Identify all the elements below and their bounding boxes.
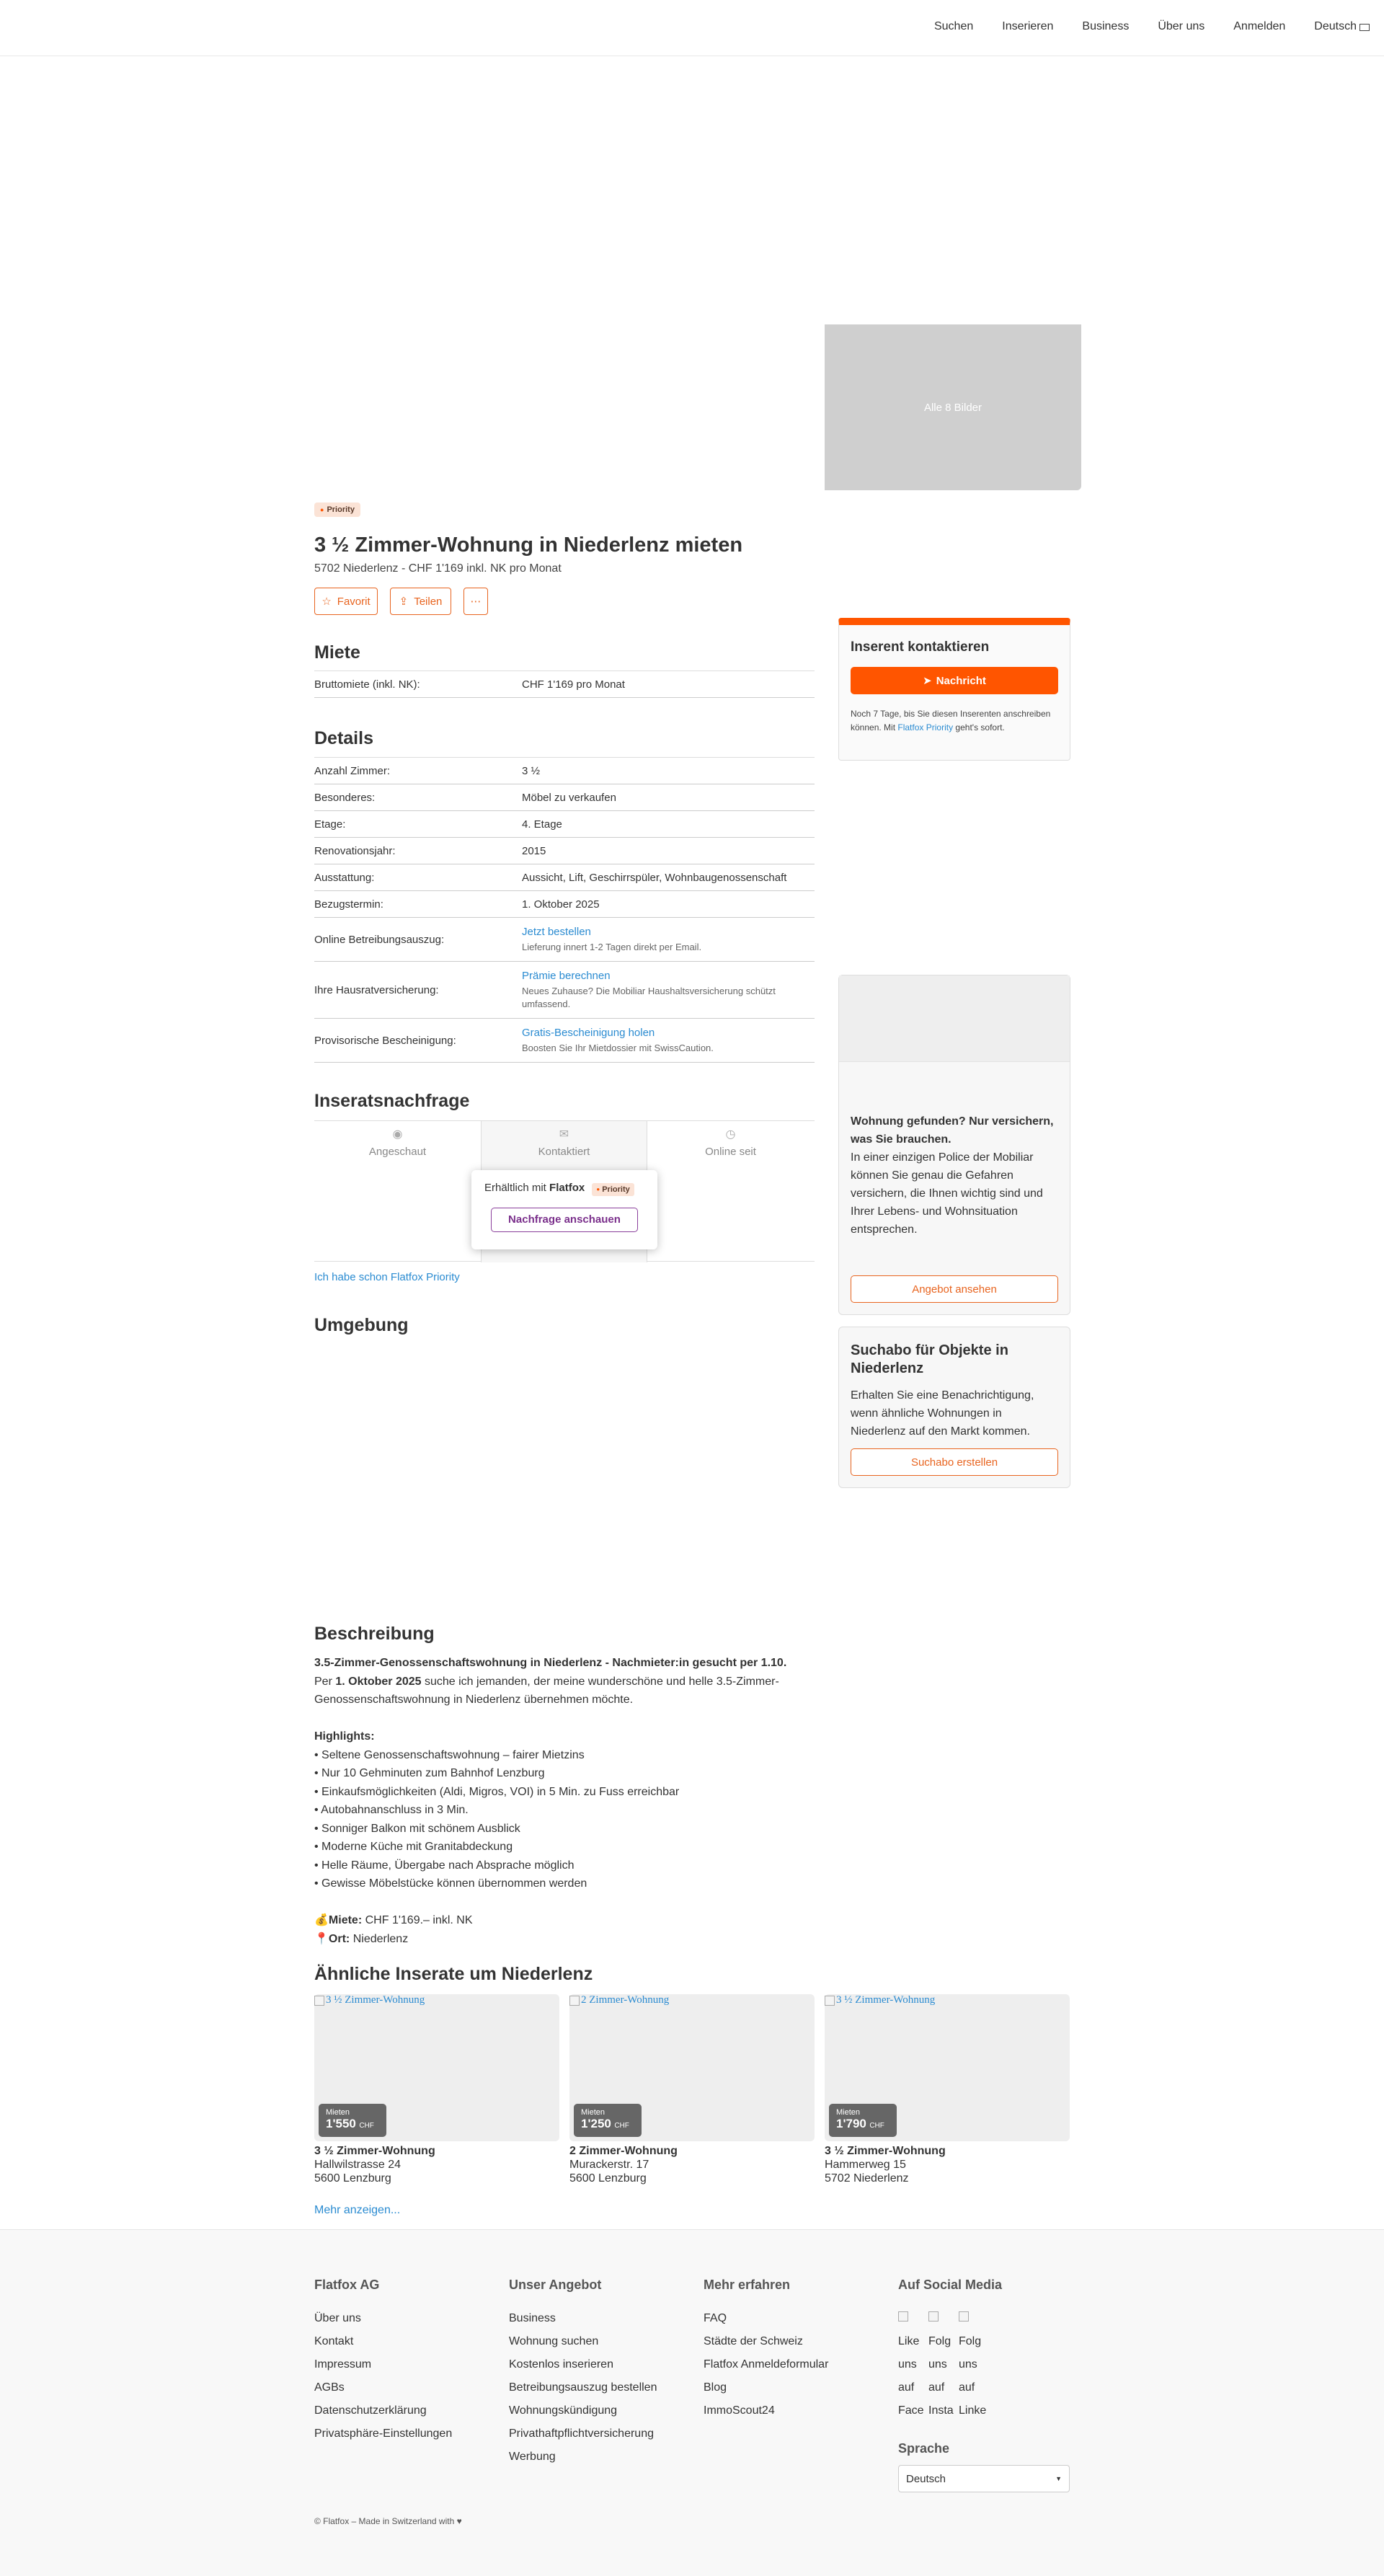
list-item: • Autobahnanschluss in 3 Min.	[314, 1804, 469, 1816]
nachfrage-heading: Inseratsnachfrage	[314, 1091, 470, 1111]
list-item: • Gewisse Möbelstücke können übernommen werden	[314, 1877, 587, 1890]
insurance-image	[839, 975, 1070, 1062]
table-row-hausrat: Ihre Hausratversicherung: Prämie berechnen Neues Zuhause? Die Mobiliar Haushaltsversicherung schützt umfassend.	[314, 962, 815, 1019]
contact-note: Noch 7 Tage, bis Sie diesen Inserenten anschreiben können. Mit Flatfox Priority geht's sofort.	[851, 709, 1051, 732]
priority-badge-small: ● Priority	[592, 1183, 634, 1196]
list-item: • Seltene Genossenschaftswohnung – fairer Mietzins	[314, 1748, 585, 1761]
insurance-text: In einer einzigen Police der Mobiliar können Sie genau die Gefahren versichern, die Ihnen wichtig sind und Ihrer Lebens- und Wohnsituation entsprechen.	[851, 1151, 1043, 1236]
list-item: • Einkaufsmöglichkeiten (Aldi, Migros, VOI) in 5 Min. zu Fuss erreichbar	[314, 1785, 680, 1798]
table-row: Bezugstermin: 1. Oktober 2025	[314, 891, 815, 918]
language-switcher[interactable]	[1314, 20, 1370, 33]
footer-link[interactable]: Impressum	[314, 2358, 372, 2371]
listing-subtitle: 5702 Niederlenz - CHF 1'169 inkl. NK pro Monat	[314, 562, 562, 575]
facebook-icon	[898, 2311, 908, 2322]
star-icon: ☆	[321, 596, 332, 608]
instagram-icon	[928, 2311, 939, 2322]
table-row: Besonderes: Möbel zu verkaufen	[314, 784, 815, 811]
description-heading: Beschreibung	[314, 1624, 435, 1644]
footer-link[interactable]: Flatfox Anmeldeformular	[704, 2358, 829, 2371]
footer-link[interactable]: Wohnungskündigung	[509, 2404, 618, 2417]
main-nav	[905, 20, 1370, 33]
contact-heading: Inserent kontaktieren	[851, 639, 990, 655]
caret-down-icon: ▼	[1055, 2475, 1062, 2482]
search-alert-box	[838, 1327, 1070, 1488]
similar-card[interactable]: 2 Zimmer-Wohnung Mieten 1'250 CHF 2 Zimmer-Wohnung Murackerstr. 17 5600 Lenzburg	[569, 1994, 815, 2185]
paper-plane-icon: ➤	[923, 675, 932, 687]
price-tag: Mieten 1'550 CHF	[319, 2104, 386, 2137]
linkedin-icon	[959, 2311, 969, 2322]
instagram-link[interactable]: Folg uns auf Insta	[928, 2307, 953, 2422]
all-images-label: Alle 8 Bilder	[923, 401, 982, 414]
clock-icon: ◷	[725, 1128, 736, 1141]
miete-table	[314, 670, 815, 698]
nav-ueber-uns[interactable]: Über uns	[1158, 20, 1205, 32]
footer-link[interactable]: Privathaftpflichtversicherung	[509, 2427, 654, 2440]
copyright: © Flatfox – Made in Switzerland with ♥	[314, 2516, 462, 2526]
create-search-alert-button[interactable]: Suchabo erstellen	[851, 1448, 1058, 1476]
broken-image-icon	[825, 1996, 835, 2006]
nav-suchen[interactable]: Suchen	[933, 20, 974, 32]
list-item: • Helle Räume, Übergabe nach Absprache möglich	[314, 1859, 575, 1872]
top-header	[0, 0, 1384, 56]
table-row: Ausstattung: Aussicht, Lift, Geschirrspüler, Wohnbaugenossenschaft	[314, 864, 815, 891]
footer-link[interactable]: Betreibungsauszug bestellen	[509, 2381, 657, 2394]
more-listings-link[interactable]: Mehr anzeigen...	[314, 2204, 401, 2216]
stat-angeschaut: ◉ Angeschaut	[314, 1121, 481, 1262]
listing-image: 3 ½ Zimmer-Wohnung Mieten 1'550 CHF	[314, 1994, 559, 2141]
priority-badge: ● Priority	[314, 503, 360, 517]
table-row-bescheinigung: Provisorische Bescheinigung: Gratis-Bescheinigung holen Boosten Sie Ihr Mietdossier mit SwissCaution.	[314, 1019, 815, 1063]
description-body: 3.5-Zimmer-Genossenschaftswohnung in Niederlenz - Nachmieter:in gesucht per 1.10. Per 1. Oktober 2025 suche ich jemanden, der meine wunderschöne und helle 3.5-Zimmer-Genossenschaftswohnung in Niederlenz übernehmen möchte. Highlights: • Seltene Genossenschaftswohnung – fairer Mietzins • Nur 10 Gehminuten zum Bahnhof Lenzburg • Einkaufsmöglichkeiten (Aldi, Migros, VOI) in 5 Min. zu Fuss erreichbar • Autobahnanschluss in 3 Min. • Sonniger Balkon mit schönem Ausblick • Moderne Küche mit Granitabdeckung • Helle Räume, Übergabe nach Absprache möglich • Gewisse Möbelstücke können übernommen werden 💰Miete: CHF 1'169.– inkl. NK 📍Ort: Niederlenz	[314, 1654, 815, 1948]
envelope-icon	[1359, 24, 1370, 31]
footer	[0, 2229, 1384, 2576]
language-select[interactable]: Deutsch ▼	[898, 2465, 1070, 2492]
stat-online-seit: ◷ Online seit	[647, 1121, 814, 1262]
footer-col-offer: Unser Angebot Business Wohnung suchen Kostenlos inserieren Betreibungsauszug bestellen Wohnungskündigung Privathaftpflichtversicherung Werbung	[509, 2278, 657, 2469]
nav-inserieren[interactable]: Inserieren	[1002, 20, 1054, 32]
footer-col-company: Flatfox AG Über uns Kontakt Impressum AGBs Datenschutzerklärung Privatsphäre-Einstellungen	[314, 2278, 452, 2446]
priority-star-icon: ●	[320, 506, 324, 513]
similar-card[interactable]: 3 ½ Zimmer-Wohnung Mieten 1'550 CHF 3 ½ Zimmer-Wohnung Hallwilstrasse 24 5600 Lenzburg	[314, 1994, 559, 2185]
list-item: • Sonniger Balkon mit schönem Ausblick	[314, 1822, 520, 1835]
language-heading: Sprache	[898, 2441, 950, 2456]
footer-col-more: Mehr erfahren FAQ Städte der Schweiz Flatfox Anmeldeformular Blog ImmoScout24	[704, 2278, 828, 2422]
linkedin-link[interactable]: Folg uns auf Linke	[959, 2307, 983, 2422]
footer-link[interactable]: Kontakt	[314, 2335, 354, 2347]
flatfox-priority-link[interactable]: Flatfox Priority	[897, 722, 954, 732]
footer-link[interactable]: Business	[509, 2312, 556, 2324]
table-row-betreibung: Online Betreibungsauszug: Jetzt bestellen Lieferung innert 1-2 Tagen direkt per Email.	[314, 918, 815, 962]
premium-calc-link[interactable]: Prämie berechnen	[522, 969, 611, 982]
price-tag: Mieten 1'250 CHF	[574, 2104, 642, 2137]
footer-link[interactable]: Wohnung suchen	[509, 2335, 599, 2347]
table-row: Bruttomiete (inkl. NK): CHF 1'169 pro Monat	[314, 671, 815, 698]
umgebung-heading: Umgebung	[314, 1315, 409, 1335]
footer-link[interactable]: AGBs	[314, 2381, 345, 2394]
favorite-button[interactable]: ☆ Favorit	[314, 588, 378, 615]
list-item: • Nur 10 Gehminuten zum Bahnhof Lenzburg	[314, 1767, 545, 1779]
insurance-heading: Wohnung gefunden? Nur versichern, was Sie brauchen.	[851, 1115, 1054, 1146]
gallery-all-images[interactable]	[825, 324, 1081, 490]
similar-card[interactable]: 3 ½ Zimmer-Wohnung Mieten 1'790 CHF 3 ½ Zimmer-Wohnung Hammerweg 15 5702 Niederlenz	[825, 1994, 1070, 2185]
search-alert-heading: Suchabo für Objekte in Niederlenz	[851, 1342, 1008, 1376]
share-button[interactable]: ⇪ Teilen	[390, 588, 451, 615]
priority-star-icon: ●	[596, 1186, 600, 1192]
footer-link[interactable]: Kostenlos inserieren	[509, 2358, 613, 2371]
listing-image: 2 Zimmer-Wohnung Mieten 1'250 CHF	[569, 1994, 815, 2141]
miete-heading: Miete	[314, 642, 360, 663]
details-heading: Details	[314, 728, 373, 748]
contact-box	[838, 618, 1070, 761]
have-priority-link[interactable]: Ich habe schon Flatfox Priority	[314, 1271, 460, 1283]
footer-link[interactable]: ImmoScout24	[704, 2404, 775, 2417]
footer-link[interactable]: Über uns	[314, 2312, 361, 2324]
betreibung-order-link[interactable]: Jetzt bestellen	[522, 925, 591, 938]
page-title: 3 ½ Zimmer-Wohnung in Niederlenz mieten	[314, 534, 743, 557]
footer-col-social: Auf Social Media Like uns auf Face Folg uns auf Insta Folg uns auf Linke Sprache Deutsch ▼	[898, 2278, 1070, 2492]
pin-icon: 📍	[314, 1932, 329, 1945]
stat-kontaktiert: ✉ Kontaktiert	[481, 1121, 647, 1262]
eye-icon: ◉	[392, 1128, 403, 1141]
message-button[interactable]: ➤ Nachricht	[851, 667, 1058, 694]
description-lead: 3.5-Zimmer-Genossenschaftswohnung in Niederlenz - Nachmieter:in gesucht per 1.10.	[314, 1657, 787, 1669]
share-icon: ⇪	[399, 596, 409, 608]
insurance-ad	[838, 975, 1070, 1315]
chat-icon: ✉	[559, 1128, 569, 1141]
details-table	[314, 757, 815, 1063]
nav-business[interactable]: Business	[1082, 20, 1130, 32]
view-offer-button[interactable]: Angebot ansehen	[851, 1275, 1058, 1303]
table-row: Etage: 4. Etage	[314, 811, 815, 838]
more-options-button[interactable]	[463, 588, 488, 615]
money-bag-icon: 💰	[314, 1914, 329, 1926]
search-alert-text: Erhalten Sie eine Benachrichtigung, wenn ähnliche Wohnungen in Niederlenz auf den Markt kommen.	[851, 1389, 1034, 1438]
certificate-link[interactable]: Gratis-Bescheinigung holen	[522, 1026, 655, 1039]
price-tag: Mieten 1'790 CHF	[829, 2104, 897, 2137]
priority-popup: Erhältlich mit Flatfox ● Priority Nachfrage anschauen	[471, 1170, 657, 1249]
footer-link[interactable]: Blog	[704, 2381, 727, 2394]
more-icon: ⋯	[470, 596, 482, 608]
nav-anmelden[interactable]: Anmelden	[1233, 20, 1286, 32]
list-item: • Moderne Küche mit Granitabdeckung	[314, 1841, 513, 1853]
listing-image: 3 ½ Zimmer-Wohnung Mieten 1'790 CHF	[825, 1994, 1070, 2141]
table-row: Anzahl Zimmer: 3 ½	[314, 758, 815, 784]
broken-image-icon	[314, 1996, 324, 2006]
language-label: Deutsch	[1314, 20, 1357, 32]
footer-link[interactable]: Werbung	[509, 2451, 556, 2463]
similar-heading: Ähnliche Inserate um Niederlenz	[314, 1964, 593, 1984]
footer-link[interactable]: Datenschutzerklärung	[314, 2404, 427, 2417]
footer-link[interactable]: FAQ	[704, 2312, 727, 2324]
footer-link[interactable]: Städte der Schweiz	[704, 2335, 803, 2347]
footer-link[interactable]: Privatsphäre-Einstellungen	[314, 2427, 453, 2440]
view-demand-button[interactable]: Nachfrage anschauen	[491, 1208, 638, 1232]
broken-image-icon	[569, 1996, 580, 2006]
facebook-link[interactable]: Like uns auf Face	[898, 2307, 923, 2422]
table-row: Renovationsjahr: 2015	[314, 838, 815, 864]
